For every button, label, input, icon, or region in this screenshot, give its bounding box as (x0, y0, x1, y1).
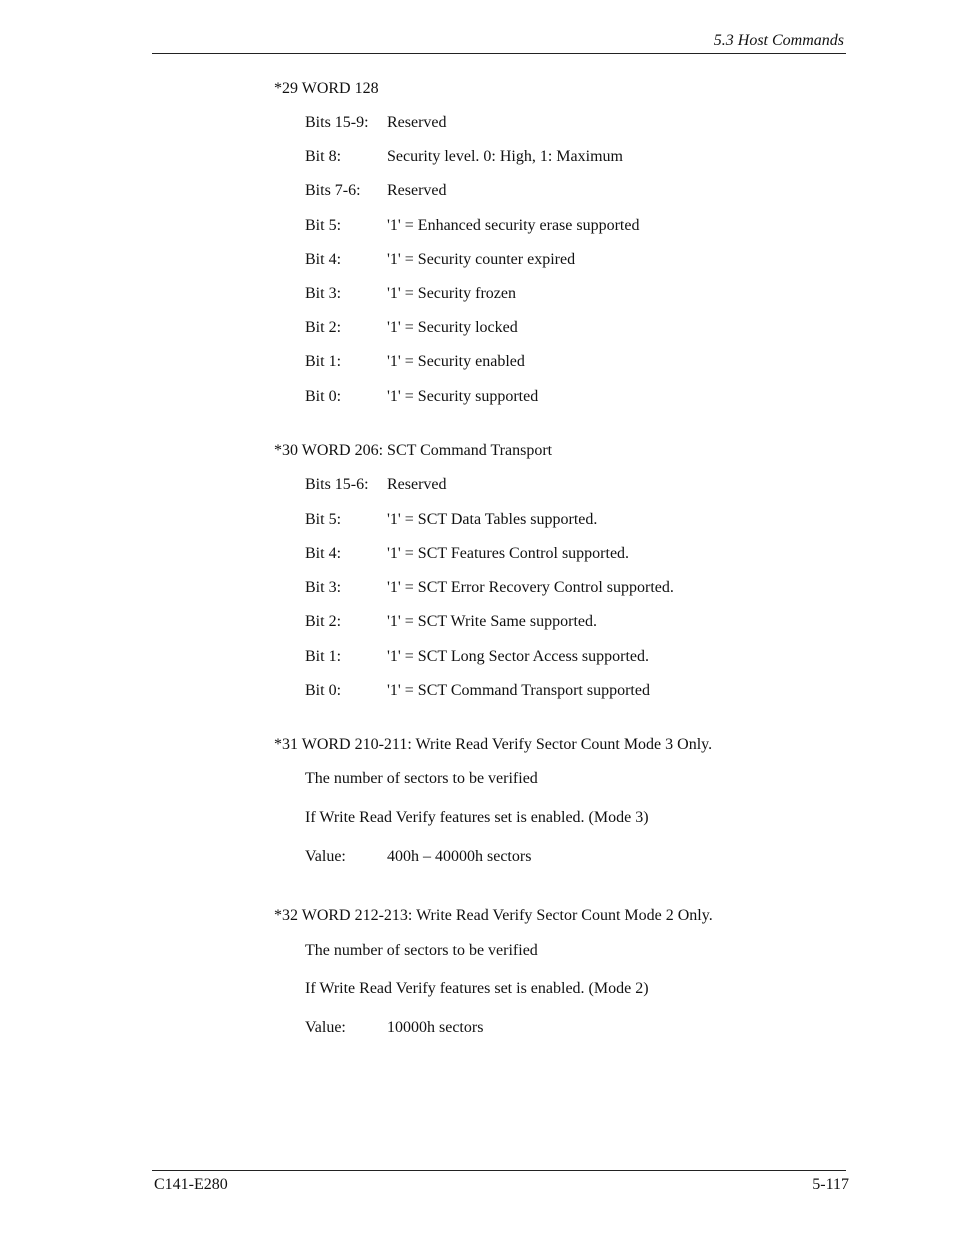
bit-desc: '1' = SCT Data Tables supported. (387, 511, 598, 528)
bit-desc: '1' = SCT Error Recovery Control supported. (387, 579, 674, 596)
bit-desc: '1' = Security supported (387, 388, 539, 405)
bit-desc: Security level. 0: High, 1: Maximum (387, 148, 623, 165)
bit-label: Bit 3: (305, 285, 342, 302)
bit-label: Bit 5: (305, 511, 342, 528)
value-text: 400h – 40000h sectors (387, 848, 532, 865)
bit-desc: '1' = Security frozen (387, 285, 516, 302)
bit-label: Bit 8: (305, 148, 342, 165)
bit-label: Bits 7-6: (305, 182, 361, 199)
bit-desc: '1' = Enhanced security erase supported (387, 217, 640, 234)
bit-desc: Reserved (387, 476, 447, 493)
note-title: *30 WORD 206: SCT Command Transport (274, 442, 553, 459)
note-text: The number of sectors to be verified (305, 942, 538, 959)
bit-label: Bits 15-6: (305, 476, 369, 493)
bit-label: Bit 2: (305, 319, 342, 336)
note-text: The number of sectors to be verified (305, 770, 538, 787)
value-text: 10000h sectors (387, 1019, 484, 1036)
bit-label: Bit 2: (305, 613, 342, 630)
bit-desc: '1' = Security enabled (387, 353, 525, 370)
section-title: 5.3 Host Commands (713, 32, 844, 49)
bit-label: Bit 1: (305, 353, 342, 370)
bit-desc: Reserved (387, 114, 447, 131)
note-text: If Write Read Verify features set is enabled. (Mode 2) (305, 980, 649, 997)
value-label: Value: (305, 1019, 346, 1036)
bit-desc: '1' = Security locked (387, 319, 518, 336)
note-title: *31 WORD 210-211: Write Read Verify Sector Count Mode 3 Only. (274, 736, 713, 753)
note-title: *32 WORD 212-213: Write Read Verify Sector Count Mode 2 Only. (274, 907, 713, 924)
bit-label: Bit 0: (305, 682, 342, 699)
note-text: If Write Read Verify features set is enabled. (Mode 3) (305, 809, 649, 826)
bit-desc: '1' = Security counter expired (387, 251, 576, 268)
page-number: 5-117 (812, 1176, 849, 1193)
bit-label: Bit 4: (305, 251, 342, 268)
bit-desc: '1' = SCT Long Sector Access supported. (387, 648, 650, 665)
bit-label: Bit 4: (305, 545, 342, 562)
document-id: C141-E280 (154, 1176, 228, 1193)
bit-label: Bit 5: (305, 217, 342, 234)
bit-desc: '1' = SCT Write Same supported. (387, 613, 597, 630)
bit-desc: Reserved (387, 182, 447, 199)
note-title: *29 WORD 128 (274, 80, 379, 97)
bit-desc: '1' = SCT Features Control supported. (387, 545, 630, 562)
header-rule (152, 53, 846, 54)
bit-label: Bits 15-9: (305, 114, 369, 131)
bit-label: Bit 1: (305, 648, 342, 665)
value-label: Value: (305, 848, 346, 865)
bit-label: Bit 0: (305, 388, 342, 405)
footer-rule (152, 1170, 846, 1171)
bit-label: Bit 3: (305, 579, 342, 596)
bit-desc: '1' = SCT Command Transport supported (387, 682, 650, 699)
